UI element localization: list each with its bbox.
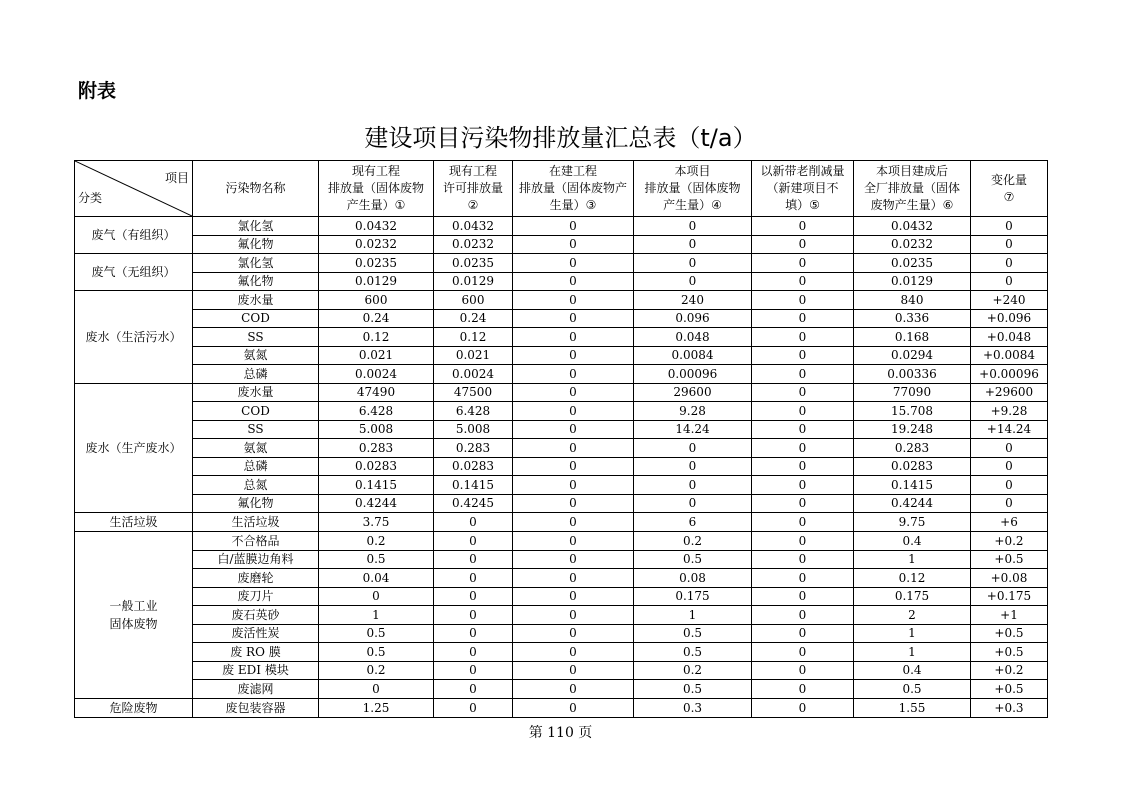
value-cell: 47490 xyxy=(319,383,434,402)
value-cell: +0.5 xyxy=(971,643,1048,662)
pollutant-name-cell: 氯化氢 xyxy=(193,217,319,236)
table-row xyxy=(75,457,1048,476)
pollutant-name-cell: 废活性炭 xyxy=(193,624,319,643)
value-cell: 0 xyxy=(513,309,634,328)
pollutant-name-cell: 总磷 xyxy=(193,365,319,384)
table-row xyxy=(75,476,1048,495)
value-cell: 0 xyxy=(513,235,634,254)
table-row xyxy=(75,532,1048,551)
value-cell: 0 xyxy=(752,606,854,625)
value-cell: 0.0024 xyxy=(434,365,513,384)
pollutant-name-cell: 废磨轮 xyxy=(193,569,319,588)
pollutant-name-cell: 白/蓝膜边角料 xyxy=(193,550,319,569)
value-cell: 0 xyxy=(752,513,854,532)
value-cell: 0.283 xyxy=(319,439,434,458)
table-row xyxy=(75,569,1048,588)
value-cell: 0 xyxy=(971,217,1048,236)
category-label: 废水（生活污水） xyxy=(85,329,182,344)
value-cell: 29600 xyxy=(634,383,752,402)
value-cell: 0 xyxy=(434,643,513,662)
value-cell: 0.24 xyxy=(319,309,434,328)
value-cell: 0 xyxy=(634,217,752,236)
value-cell: 0 xyxy=(513,643,634,662)
value-cell: 0.5 xyxy=(319,624,434,643)
header-line: 产生量）④ xyxy=(663,198,722,212)
value-cell: +0.3 xyxy=(971,698,1048,717)
value-cell: 0 xyxy=(434,587,513,606)
value-cell: 0.00096 xyxy=(634,365,752,384)
pollutant-name-cell: 废包装容器 xyxy=(193,698,319,717)
value-cell: 0 xyxy=(752,291,854,310)
page-number: 第 110 页 xyxy=(528,725,593,741)
value-cell: 0.021 xyxy=(434,346,513,365)
value-cell: 0.5 xyxy=(319,643,434,662)
value-cell: 0 xyxy=(752,476,854,495)
header-line: 生量）③ xyxy=(549,198,597,212)
value-cell: 0.0432 xyxy=(434,217,513,236)
table-row xyxy=(75,550,1048,569)
header-existing-emission xyxy=(319,161,434,217)
value-cell: 0.4244 xyxy=(854,494,971,513)
value-cell: 0.0235 xyxy=(854,254,971,273)
header-change xyxy=(971,161,1048,217)
pollutant-name-cell: SS xyxy=(193,328,319,347)
value-cell: 0 xyxy=(513,217,634,236)
value-cell: 0.0024 xyxy=(319,365,434,384)
table-row xyxy=(75,272,1048,291)
value-cell: 0 xyxy=(634,476,752,495)
value-cell: 0.0084 xyxy=(634,346,752,365)
value-cell: 0 xyxy=(634,254,752,273)
value-cell: 0.0432 xyxy=(854,217,971,236)
pollutant-name-cell: 氯化氢 xyxy=(193,254,319,273)
pollutant-name-cell: 废石英砂 xyxy=(193,606,319,625)
pollutant-name-cell: SS xyxy=(193,420,319,439)
appendix-label: 附表 xyxy=(78,80,117,102)
value-cell: 0 xyxy=(513,494,634,513)
value-cell: 0 xyxy=(513,569,634,588)
value-cell: 0.0232 xyxy=(854,235,971,254)
header-line: 排放量（固体废物产 xyxy=(518,181,627,195)
value-cell: 2 xyxy=(854,606,971,625)
value-cell: 0.4 xyxy=(854,661,971,680)
value-cell: 0 xyxy=(752,439,854,458)
value-cell: 0.0432 xyxy=(319,217,434,236)
value-cell: 0 xyxy=(634,439,752,458)
value-cell: 0.2 xyxy=(634,532,752,551)
header-line: ⑦ xyxy=(1003,189,1015,204)
value-cell: 0.1415 xyxy=(319,476,434,495)
header-line: 填）⑤ xyxy=(785,198,820,212)
value-cell: 0 xyxy=(752,698,854,717)
value-cell: 0.1415 xyxy=(434,476,513,495)
value-cell: 0.0129 xyxy=(854,272,971,291)
value-cell: 0 xyxy=(634,457,752,476)
value-cell: 0.0235 xyxy=(434,254,513,273)
value-cell: +0.2 xyxy=(971,532,1048,551)
value-cell: 0 xyxy=(752,217,854,236)
value-cell: 0 xyxy=(319,680,434,699)
header-line: 许可排放量 xyxy=(442,181,503,195)
value-cell: 0 xyxy=(513,420,634,439)
value-cell: 0.2 xyxy=(634,661,752,680)
value-cell: 600 xyxy=(434,291,513,310)
value-cell: 0.0235 xyxy=(319,254,434,273)
value-cell: 6.428 xyxy=(319,402,434,421)
header-line: 变化量 xyxy=(990,172,1027,187)
value-cell: 0 xyxy=(513,624,634,643)
value-cell: +0.5 xyxy=(971,624,1048,643)
table-row xyxy=(75,513,1048,532)
value-cell: +0.2 xyxy=(971,661,1048,680)
value-cell: 0 xyxy=(513,365,634,384)
value-cell: 0 xyxy=(513,272,634,291)
table-row xyxy=(75,383,1048,402)
value-cell: 0.04 xyxy=(319,569,434,588)
value-cell: 0 xyxy=(971,457,1048,476)
value-cell: 0 xyxy=(513,680,634,699)
value-cell: 0 xyxy=(434,532,513,551)
value-cell: 0 xyxy=(513,254,634,273)
header-line: 排放量（固体废物 xyxy=(327,181,424,195)
value-cell: +0.0084 xyxy=(971,346,1048,365)
value-cell: 0 xyxy=(513,550,634,569)
table-row xyxy=(75,365,1048,384)
table-row xyxy=(75,587,1048,606)
value-cell: 19.248 xyxy=(854,420,971,439)
value-cell: 0 xyxy=(752,569,854,588)
pollutant-name-cell: 氟化物 xyxy=(193,235,319,254)
value-cell: 0 xyxy=(513,513,634,532)
value-cell: 9.75 xyxy=(854,513,971,532)
category-cell xyxy=(75,254,193,291)
header-line: 产生量）① xyxy=(346,198,406,212)
table-row xyxy=(75,217,1048,236)
value-cell: 0 xyxy=(752,235,854,254)
value-cell: +6 xyxy=(971,513,1048,532)
value-cell: 0 xyxy=(752,328,854,347)
value-cell: 0.336 xyxy=(854,309,971,328)
value-cell: 9.28 xyxy=(634,402,752,421)
value-cell: 3.75 xyxy=(319,513,434,532)
value-cell: 0.0283 xyxy=(854,457,971,476)
value-cell: 0.2 xyxy=(319,661,434,680)
header-line: 废物产生量）⑥ xyxy=(870,198,954,212)
category-cell xyxy=(75,698,193,717)
pollutant-name-cell: 不合格品 xyxy=(193,532,319,551)
value-cell: 0 xyxy=(971,476,1048,495)
value-cell: 0.283 xyxy=(854,439,971,458)
pollutant-name-cell: 氟化物 xyxy=(193,272,319,291)
table-row xyxy=(75,328,1048,347)
value-cell: 0.5 xyxy=(319,550,434,569)
value-cell: 0.5 xyxy=(634,550,752,569)
table-row xyxy=(75,254,1048,273)
value-cell: 0.0232 xyxy=(434,235,513,254)
value-cell: 0 xyxy=(434,661,513,680)
pollutant-name-cell: 废水量 xyxy=(193,383,319,402)
category-cell xyxy=(75,513,193,532)
value-cell: 0 xyxy=(971,439,1048,458)
pollutant-name-cell: 废水量 xyxy=(193,291,319,310)
header-line: 在建工程 xyxy=(548,164,597,178)
category-label: 危险废物 xyxy=(109,700,158,715)
value-cell: 0 xyxy=(513,476,634,495)
value-cell: 0.1415 xyxy=(854,476,971,495)
table-title: 建设项目污染物排放量汇总表（t/a） xyxy=(364,124,757,152)
value-cell: +0.175 xyxy=(971,587,1048,606)
value-cell: 1.25 xyxy=(319,698,434,717)
value-cell: 1 xyxy=(854,550,971,569)
table-row xyxy=(75,661,1048,680)
value-cell: 0 xyxy=(752,346,854,365)
value-cell: 0.0129 xyxy=(319,272,434,291)
value-cell: +0.00096 xyxy=(971,365,1048,384)
value-cell: 0 xyxy=(513,698,634,717)
value-cell: 240 xyxy=(634,291,752,310)
header-line: （新建项目不 xyxy=(766,181,839,195)
header-line: 本项目 xyxy=(674,164,711,178)
header-existing-permitted xyxy=(434,161,513,217)
value-cell: 0.0232 xyxy=(319,235,434,254)
value-cell: 0.168 xyxy=(854,328,971,347)
value-cell: 0.08 xyxy=(634,569,752,588)
value-cell: 840 xyxy=(854,291,971,310)
value-cell: 0 xyxy=(752,550,854,569)
header-line: 排放量（固体废物 xyxy=(644,181,741,195)
category-cell xyxy=(75,217,193,254)
header-under-construction xyxy=(513,161,634,217)
value-cell: 0.096 xyxy=(634,309,752,328)
header-reduction xyxy=(752,161,854,217)
value-cell: 77090 xyxy=(854,383,971,402)
header-pollutant-name: 污染物名称 xyxy=(193,161,319,217)
value-cell: 0.12 xyxy=(854,569,971,588)
value-cell: 0 xyxy=(752,365,854,384)
value-cell: 0.5 xyxy=(854,680,971,699)
category-label: 废气（有组织） xyxy=(91,228,176,242)
value-cell: 0.5 xyxy=(634,643,752,662)
table-row xyxy=(75,346,1048,365)
value-cell: 0 xyxy=(513,532,634,551)
value-cell: 1 xyxy=(854,624,971,643)
value-cell: +0.5 xyxy=(971,680,1048,699)
table-row xyxy=(75,291,1048,310)
pollutant-name-cell: 氨氮 xyxy=(193,439,319,458)
header-item-label: 项目 xyxy=(164,171,189,185)
pollutant-name-cell: 总氮 xyxy=(193,476,319,495)
value-cell: +0.048 xyxy=(971,328,1048,347)
value-cell: 0 xyxy=(434,624,513,643)
value-cell: 0 xyxy=(752,643,854,662)
value-cell: 0.12 xyxy=(319,328,434,347)
header-this-project xyxy=(634,161,752,217)
pollutant-name-cell: 废刀片 xyxy=(193,587,319,606)
value-cell: +9.28 xyxy=(971,402,1048,421)
header-diagonal-cell xyxy=(75,161,193,217)
value-cell: 0 xyxy=(513,291,634,310)
value-cell: 0 xyxy=(434,513,513,532)
header-line: 现有工程 xyxy=(351,164,400,178)
value-cell: 0 xyxy=(434,680,513,699)
value-cell: 0 xyxy=(752,532,854,551)
value-cell: 0.175 xyxy=(634,587,752,606)
pollutant-name-cell: 氨氮 xyxy=(193,346,319,365)
pollutant-name-cell: COD xyxy=(193,309,319,328)
value-cell: +240 xyxy=(971,291,1048,310)
value-cell: 0 xyxy=(971,235,1048,254)
pollutant-name-cell: 生活垃圾 xyxy=(193,513,319,532)
value-cell: 0 xyxy=(752,624,854,643)
category-label: 一般工业 xyxy=(109,598,158,613)
value-cell: 0 xyxy=(513,328,634,347)
value-cell: 14.24 xyxy=(634,420,752,439)
value-cell: 0 xyxy=(752,402,854,421)
value-cell: 0 xyxy=(513,402,634,421)
header-row xyxy=(75,161,1048,217)
table-row xyxy=(75,420,1048,439)
value-cell: 0.12 xyxy=(434,328,513,347)
table-body xyxy=(75,217,1048,718)
header-line: 现有工程 xyxy=(448,164,497,178)
value-cell: 0 xyxy=(513,383,634,402)
value-cell: 5.008 xyxy=(434,420,513,439)
value-cell: 0.283 xyxy=(434,439,513,458)
table-row xyxy=(75,309,1048,328)
value-cell: 1 xyxy=(634,606,752,625)
value-cell: 0.021 xyxy=(319,346,434,365)
value-cell: 0 xyxy=(634,235,752,254)
header-line: 本项目建成后 xyxy=(875,164,948,178)
table-row xyxy=(75,494,1048,513)
table-row xyxy=(75,698,1048,717)
value-cell: 0 xyxy=(752,494,854,513)
value-cell: 0.048 xyxy=(634,328,752,347)
pollutant-name-cell: 废滤网 xyxy=(193,680,319,699)
value-cell: 0.2 xyxy=(319,532,434,551)
value-cell: 0 xyxy=(971,272,1048,291)
value-cell: 47500 xyxy=(434,383,513,402)
category-cell xyxy=(75,532,193,699)
value-cell: 0 xyxy=(319,587,434,606)
value-cell: 1 xyxy=(854,643,971,662)
header-category-label: 分类 xyxy=(78,191,103,205)
value-cell: 600 xyxy=(319,291,434,310)
value-cell: 0.4244 xyxy=(319,494,434,513)
value-cell: +0.096 xyxy=(971,309,1048,328)
category-cell xyxy=(75,383,193,513)
value-cell: 0 xyxy=(752,272,854,291)
pollutant-name-cell: 废 RO 膜 xyxy=(193,643,319,662)
value-cell: 0 xyxy=(971,254,1048,273)
value-cell: 0.0129 xyxy=(434,272,513,291)
header-line: 全厂排放量（固体 xyxy=(863,181,960,195)
value-cell: 0 xyxy=(513,346,634,365)
table-row xyxy=(75,643,1048,662)
table-row xyxy=(75,624,1048,643)
value-cell: 0 xyxy=(634,494,752,513)
category-label: 生活垃圾 xyxy=(109,515,158,529)
value-cell: 0.3 xyxy=(634,698,752,717)
value-cell: 0.0283 xyxy=(319,457,434,476)
value-cell: 15.708 xyxy=(854,402,971,421)
category-label: 废水（生产废水） xyxy=(85,440,182,455)
category-label: 固体废物 xyxy=(109,616,158,631)
category-label: 废气（无组织） xyxy=(91,265,176,279)
table-row xyxy=(75,680,1048,699)
value-cell: 0 xyxy=(971,494,1048,513)
value-cell: +0.5 xyxy=(971,550,1048,569)
value-cell: 0.24 xyxy=(434,309,513,328)
value-cell: 0.0294 xyxy=(854,346,971,365)
value-cell: 0.4245 xyxy=(434,494,513,513)
category-cell xyxy=(75,291,193,384)
value-cell: 0 xyxy=(513,606,634,625)
value-cell: 0.00336 xyxy=(854,365,971,384)
header-line: ② xyxy=(467,198,479,212)
header-line: 以新带老削减量 xyxy=(760,164,845,178)
value-cell: 0 xyxy=(434,698,513,717)
table-row xyxy=(75,439,1048,458)
value-cell: 6 xyxy=(634,513,752,532)
pollutant-name-cell: 总磷 xyxy=(193,457,319,476)
pollutant-name-cell: COD xyxy=(193,402,319,421)
value-cell: 0 xyxy=(634,272,752,291)
value-cell: 0 xyxy=(752,254,854,273)
value-cell: 1.55 xyxy=(854,698,971,717)
value-cell: 0.0283 xyxy=(434,457,513,476)
value-cell: 0 xyxy=(513,457,634,476)
value-cell: 0 xyxy=(513,587,634,606)
value-cell: +29600 xyxy=(971,383,1048,402)
value-cell: 0 xyxy=(434,606,513,625)
value-cell: 0 xyxy=(513,439,634,458)
header-after-completion xyxy=(854,161,971,217)
value-cell: +1 xyxy=(971,606,1048,625)
table-row xyxy=(75,402,1048,421)
value-cell: 1 xyxy=(319,606,434,625)
value-cell: 6.428 xyxy=(434,402,513,421)
emission-summary-table xyxy=(74,160,1048,718)
table-row xyxy=(75,235,1048,254)
value-cell: 0 xyxy=(752,680,854,699)
value-cell: 0 xyxy=(752,383,854,402)
value-cell: 0.5 xyxy=(634,680,752,699)
value-cell: 0 xyxy=(752,587,854,606)
value-cell: 0 xyxy=(434,550,513,569)
pollutant-name-cell: 废 EDI 模块 xyxy=(193,661,319,680)
value-cell: 0.4 xyxy=(854,532,971,551)
value-cell: 0 xyxy=(752,420,854,439)
pollutant-name-cell: 氟化物 xyxy=(193,494,319,513)
value-cell: 0 xyxy=(513,661,634,680)
value-cell: +14.24 xyxy=(971,420,1048,439)
value-cell: 0 xyxy=(434,569,513,588)
value-cell: 0.5 xyxy=(634,624,752,643)
value-cell: 0 xyxy=(752,457,854,476)
table-row xyxy=(75,606,1048,625)
value-cell: 0 xyxy=(752,309,854,328)
value-cell: 0 xyxy=(752,661,854,680)
value-cell: 0.175 xyxy=(854,587,971,606)
value-cell: 5.008 xyxy=(319,420,434,439)
value-cell: +0.08 xyxy=(971,569,1048,588)
